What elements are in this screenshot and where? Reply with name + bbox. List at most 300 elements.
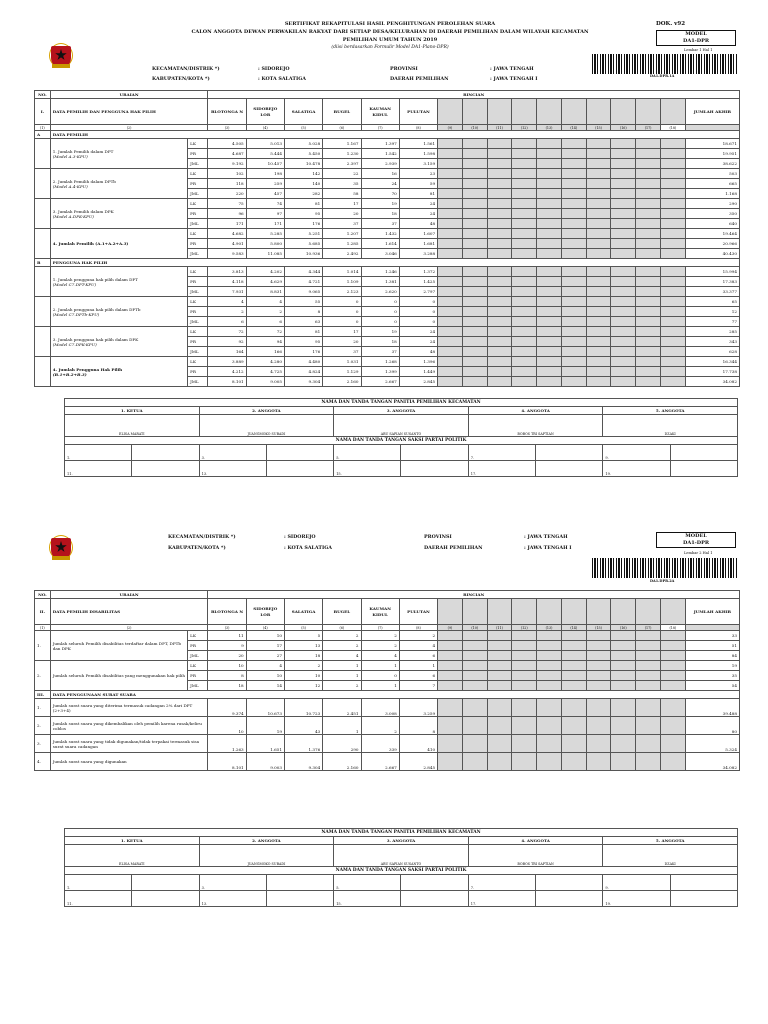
table-row — [35, 139, 740, 149]
subsection-a-title: DATA PEMILIH — [50, 131, 739, 139]
village-value: 11 — [208, 631, 246, 641]
empty-cell — [438, 297, 463, 307]
village-header: BUGEL — [323, 599, 361, 625]
empty-cell — [660, 209, 685, 219]
village-value: 2.797 — [399, 287, 437, 297]
village-value: 0 — [361, 671, 399, 681]
village-value: 7 — [399, 681, 437, 691]
empty-cell — [438, 327, 463, 337]
empty-cell — [636, 699, 661, 717]
signatory-name: ELISA MARATI — [65, 415, 200, 437]
model-line-2: DA1-DPR — [682, 38, 710, 44]
village-value: 1.397 — [361, 139, 399, 149]
witness-signature-cell: 11. — [65, 461, 132, 477]
row-label: Jumlah surat suara yang dikembalikan oleh pemilih karena rusak/keliru coblos — [50, 717, 208, 735]
witness-signature-cell — [401, 891, 468, 907]
empty-cell — [462, 139, 487, 149]
empty-village-column — [586, 599, 611, 625]
empty-cell — [611, 139, 636, 149]
village-value: 10 — [246, 671, 284, 681]
empty-cell — [512, 267, 537, 277]
total-value: 34.082 — [685, 377, 739, 387]
village-value: 339 — [361, 735, 399, 753]
village-value: 3.159 — [399, 159, 437, 169]
village-value: 2 — [361, 717, 399, 735]
empty-cell — [561, 651, 586, 661]
empty-cell — [537, 209, 562, 219]
row-label-source: (Model C7.DPT-KPU) — [52, 281, 97, 287]
village-value: 1 — [323, 661, 361, 671]
empty-cell — [462, 307, 487, 317]
column-number: (17) — [636, 625, 661, 631]
barcode-label: DA1.DPR.1A — [650, 74, 675, 78]
table-row — [35, 699, 740, 717]
empty-cell — [487, 297, 512, 307]
total-value: 65 — [685, 297, 739, 307]
village-value: 75 — [208, 199, 246, 209]
empty-village-column — [611, 599, 636, 625]
village-value: 4.682 — [208, 229, 246, 239]
village-value: 6 — [399, 651, 437, 661]
empty-cell — [462, 735, 487, 753]
gender-code: PR — [188, 209, 208, 219]
gender-code: JML — [188, 249, 208, 259]
kpu-logo — [49, 532, 73, 562]
empty-village-column — [512, 99, 537, 125]
row-label: Jumlah surat suara yang tidak digunakan/tidak terpakai termasuk sisa surat suara cadangan — [50, 735, 208, 753]
gender-code: JML — [188, 681, 208, 691]
witness-signature-cell — [132, 445, 199, 461]
village-value: 1.432 — [361, 229, 399, 239]
village-value: 1.372 — [399, 267, 437, 277]
table-row — [35, 297, 740, 307]
empty-cell — [487, 377, 512, 387]
signatory-role: 2. ANGGOTA — [199, 407, 334, 415]
row-number — [35, 297, 51, 327]
kecamatan-value: : SIDOREJO — [258, 66, 290, 72]
empty-cell — [487, 179, 512, 189]
empty-cell — [561, 287, 586, 297]
village-value: 70 — [361, 189, 399, 199]
village-value: 1.376 — [284, 735, 322, 753]
witness-signature-cell — [670, 891, 737, 907]
empty-cell — [636, 661, 661, 671]
empty-cell — [611, 699, 636, 717]
village-header: SIDOREJO LOR — [246, 99, 284, 125]
total-value: 5.324 — [685, 735, 739, 753]
village-value: 4.344 — [284, 267, 322, 277]
column-number: (14) — [561, 125, 586, 131]
gender-code: PR — [188, 337, 208, 347]
village-value: 9.192 — [208, 159, 246, 169]
empty-cell — [636, 267, 661, 277]
empty-cell — [561, 735, 586, 753]
village-value: 2.123 — [323, 287, 361, 297]
empty-village-column — [636, 99, 661, 125]
empty-cell — [586, 753, 611, 771]
gender-code: PR — [188, 149, 208, 159]
empty-cell — [561, 267, 586, 277]
gender-code: JML — [188, 377, 208, 387]
empty-cell — [586, 219, 611, 229]
total-value: 628 — [685, 347, 739, 357]
empty-cell — [487, 317, 512, 327]
empty-cell — [487, 337, 512, 347]
empty-cell — [512, 651, 537, 661]
empty-cell — [561, 139, 586, 149]
empty-cell — [512, 229, 537, 239]
empty-cell — [537, 347, 562, 357]
empty-cell — [586, 209, 611, 219]
row-label: Jumlah surat suara yang digunakan — [50, 753, 208, 771]
column-number: (5) — [284, 625, 322, 631]
village-value: 27 — [246, 651, 284, 661]
col-no-header: NO. — [35, 91, 51, 99]
witness-signature-cell: 5. — [334, 875, 401, 891]
empty-cell — [660, 189, 685, 199]
witness-signature-cell — [536, 891, 603, 907]
empty-cell — [561, 189, 586, 199]
village-value: 17 — [323, 327, 361, 337]
witness-signature-cell: 19. — [603, 461, 670, 477]
village-value: 4 — [323, 651, 361, 661]
village-value: 2.160 — [323, 377, 361, 387]
empty-cell — [487, 631, 512, 641]
empty-cell — [462, 651, 487, 661]
empty-cell — [537, 651, 562, 661]
empty-cell — [462, 753, 487, 771]
empty-cell — [537, 699, 562, 717]
row-label-text: 4. Jumlah Pemilih (A.1+A.2+A.3) — [52, 241, 129, 246]
village-value: 1.561 — [399, 139, 437, 149]
witness-signature-cell: 1. — [65, 445, 132, 461]
village-value: 5.800 — [246, 239, 284, 249]
gender-code: LK — [188, 139, 208, 149]
row-number — [35, 327, 51, 357]
empty-cell — [586, 199, 611, 209]
village-value: 97 — [246, 209, 284, 219]
village-header: PULUTAN — [399, 99, 437, 125]
village-value: 43 — [284, 717, 322, 735]
section-iii-title: DATA PENGGUNAAN SURAT SUARA — [50, 691, 739, 699]
witness-signature-cell — [401, 445, 468, 461]
subsection-b-title: PENGGUNA HAK PILIH — [50, 259, 739, 267]
village-header: PULUTAN — [399, 599, 437, 625]
village-value: 1.598 — [399, 149, 437, 159]
village-value: 4 — [246, 297, 284, 307]
empty-cell — [537, 169, 562, 179]
empty-cell — [660, 641, 685, 651]
empty-village-column — [462, 99, 487, 125]
signatory-role: 1. KETUA — [65, 837, 200, 845]
village-value: 48 — [399, 347, 437, 357]
village-value: 1.014 — [323, 267, 361, 277]
empty-cell — [438, 239, 463, 249]
village-value: 2 — [323, 641, 361, 651]
empty-cell — [512, 189, 537, 199]
row-number — [35, 199, 51, 229]
total-value: 77 — [685, 317, 739, 327]
row-number: 3. — [35, 735, 51, 753]
gender-code: PR — [188, 671, 208, 681]
empty-cell — [561, 179, 586, 189]
witness-signature-cell: 11. — [65, 891, 132, 907]
total-value: 33.377 — [685, 287, 739, 297]
empty-cell — [438, 169, 463, 179]
section-title: DATA PEMILIH DISABILITAS — [50, 599, 208, 625]
village-header: BLOTONGA N — [208, 99, 246, 125]
signatory-role: 4. ANGGOTA — [468, 837, 603, 845]
empty-cell — [660, 287, 685, 297]
village-header: SALATIGA — [284, 99, 322, 125]
kecamatan-label: KECAMATAN/DISTRIK *) — [168, 534, 236, 540]
empty-cell — [561, 199, 586, 209]
village-value: 1.109 — [323, 277, 361, 287]
empty-cell — [512, 317, 537, 327]
empty-cell — [537, 337, 562, 347]
village-value: 10 — [246, 631, 284, 641]
empty-cell — [586, 327, 611, 337]
empty-cell — [487, 249, 512, 259]
empty-cell — [660, 347, 685, 357]
table-row — [35, 327, 740, 337]
empty-cell — [512, 753, 537, 771]
table-row — [35, 229, 740, 239]
empty-cell — [561, 337, 586, 347]
form-page-2 — [0, 512, 768, 1024]
kecamatan-label: KECAMATAN/DISTRIK *) — [152, 66, 220, 72]
empty-cell — [660, 699, 685, 717]
total-header: JUMLAH AKHIR — [685, 599, 739, 625]
village-value: 2.939 — [361, 159, 399, 169]
column-number: (15) — [586, 625, 611, 631]
empty-cell — [537, 239, 562, 249]
village-value: 9 — [208, 641, 246, 651]
witness-signature-cell: 13. — [199, 461, 266, 477]
empty-cell — [586, 671, 611, 681]
total-value: 285 — [685, 327, 739, 337]
empty-cell — [586, 149, 611, 159]
empty-cell — [611, 651, 636, 661]
witness-signature-cell — [266, 891, 333, 907]
subsection-a-number: A — [35, 131, 51, 139]
village-value: 4.725 — [246, 367, 284, 377]
village-value: 81 — [284, 199, 322, 209]
village-value: 24 — [361, 179, 399, 189]
village-value: 95 — [284, 337, 322, 347]
empty-cell — [611, 377, 636, 387]
empty-cell — [487, 367, 512, 377]
witness-signature-cell — [536, 875, 603, 891]
empty-cell — [512, 661, 537, 671]
empty-cell — [537, 219, 562, 229]
empty-cell — [586, 337, 611, 347]
village-value: 19 — [246, 717, 284, 735]
witness-signature-title: NAMA DAN TANDA TANGAN SAKSI PARTAI POLITIK — [65, 867, 738, 875]
empty-cell — [611, 199, 636, 209]
empty-cell — [438, 367, 463, 377]
total-value: 290 — [685, 199, 739, 209]
witness-signature-cell — [266, 461, 333, 477]
village-value: 176 — [284, 219, 322, 229]
empty-cell — [636, 347, 661, 357]
empty-cell — [462, 159, 487, 169]
empty-cell — [561, 307, 586, 317]
empty-cell — [561, 219, 586, 229]
witness-signature-cell: 9. — [603, 875, 670, 891]
row-label-text: Jumlah seluruh Pemilih disabilitas yang menggunakan hak pilih — [52, 673, 185, 678]
empty-cell — [660, 337, 685, 347]
gender-code: LK — [188, 327, 208, 337]
empty-cell — [611, 337, 636, 347]
total-value: 19.464 — [685, 229, 739, 239]
column-number: (11) — [487, 625, 512, 631]
empty-cell — [586, 377, 611, 387]
village-value: 102 — [208, 169, 246, 179]
empty-cell — [462, 189, 487, 199]
empty-cell — [611, 277, 636, 287]
empty-cell — [537, 159, 562, 169]
empty-cell — [537, 681, 562, 691]
village-value: 18 — [361, 209, 399, 219]
gender-code: LK — [188, 357, 208, 367]
row-label-text: 2. Jumlah pengguna hak pilih dalam DPTb — [52, 306, 141, 312]
subsection-b-number: B — [35, 259, 51, 267]
village-value: 1.381 — [361, 277, 399, 287]
village-value: 37 — [361, 347, 399, 357]
row-number — [35, 357, 51, 387]
empty-cell — [611, 641, 636, 651]
empty-cell — [586, 681, 611, 691]
empty-cell — [561, 681, 586, 691]
village-value: 171 — [246, 219, 284, 229]
empty-cell — [438, 159, 463, 169]
empty-cell — [611, 347, 636, 357]
total-value: 20.966 — [685, 239, 739, 249]
empty-cell — [636, 357, 661, 367]
row-label — [50, 327, 187, 357]
empty-cell — [636, 681, 661, 691]
signatory-role: 2. ANGGOTA — [199, 837, 334, 845]
village-value: 2.160 — [323, 753, 361, 771]
village-value: 35 — [323, 179, 361, 189]
gender-code: JML — [188, 317, 208, 327]
empty-cell — [487, 267, 512, 277]
empty-cell — [611, 229, 636, 239]
barcode — [592, 558, 738, 578]
witness-signature-cell — [670, 875, 737, 891]
empty-cell — [462, 717, 487, 735]
empty-village-column — [512, 599, 537, 625]
row-label — [50, 139, 187, 169]
empty-cell — [586, 357, 611, 367]
empty-cell — [438, 249, 463, 259]
model-box — [656, 30, 736, 46]
title-line-1: SERTIFIKAT REKAPITULASI HASIL PENGHITUNGAN PEROLEHAN SUARA — [284, 21, 496, 27]
empty-cell — [660, 631, 685, 641]
village-value: 17 — [246, 641, 284, 651]
village-value: 37 — [323, 347, 361, 357]
signatory-role: 5. ANGGOTA — [603, 407, 738, 415]
witness-signature-cell — [536, 445, 603, 461]
row-label-text: 2. Jumlah Pemilih dalam DPTb — [52, 178, 116, 184]
empty-cell — [438, 661, 463, 671]
village-value: 10.478 — [284, 159, 322, 169]
empty-cell — [611, 327, 636, 337]
empty-cell — [611, 367, 636, 377]
empty-cell — [611, 189, 636, 199]
village-value: 2 — [361, 641, 399, 651]
row-label-text: Jumlah seluruh Pemilih disabilitas terdaftar dalam DPT, DPTb dan DPK — [52, 640, 181, 651]
village-value: 1.425 — [399, 277, 437, 287]
village-value: 18 — [208, 681, 246, 691]
empty-cell — [561, 169, 586, 179]
village-value: 1.207 — [323, 229, 361, 239]
column-number: (12) — [512, 625, 537, 631]
empty-cell — [462, 347, 487, 357]
total-value: 19.951 — [685, 149, 739, 159]
village-value: 6 — [246, 317, 284, 327]
empty-cell — [636, 651, 661, 661]
empty-cell — [636, 229, 661, 239]
section-number: II. — [35, 599, 51, 625]
village-header: SIDOREJO LOR — [246, 599, 284, 625]
empty-cell — [487, 139, 512, 149]
empty-cell — [561, 641, 586, 651]
gender-code: LK — [188, 661, 208, 671]
empty-cell — [660, 277, 685, 287]
total-value: 38.622 — [685, 159, 739, 169]
empty-cell — [512, 367, 537, 377]
empty-cell — [487, 641, 512, 651]
empty-cell — [611, 681, 636, 691]
column-number: (7) — [361, 625, 399, 631]
empty-cell — [537, 307, 562, 317]
village-value: 63 — [284, 317, 322, 327]
village-value: 81 — [399, 189, 437, 199]
column-number: (8) — [399, 125, 437, 131]
village-value: 4 — [246, 661, 284, 671]
empty-cell — [586, 307, 611, 317]
total-value: 39.488 — [685, 699, 739, 717]
table-row — [35, 717, 740, 735]
empty-cell — [561, 631, 586, 641]
village-value: 5.028 — [284, 139, 322, 149]
village-header: BLOTONGA N — [208, 599, 246, 625]
gender-code: LK — [188, 169, 208, 179]
row-number — [35, 169, 51, 199]
empty-cell — [487, 671, 512, 681]
empty-cell — [586, 317, 611, 327]
empty-village-column — [438, 99, 463, 125]
empty-cell — [561, 317, 586, 327]
empty-cell — [636, 307, 661, 317]
empty-cell — [611, 267, 636, 277]
witness-signature-cell — [132, 875, 199, 891]
empty-cell — [586, 287, 611, 297]
table-row — [35, 661, 740, 671]
row-label — [50, 229, 187, 259]
village-value: 2.845 — [399, 377, 437, 387]
row-label — [50, 661, 187, 691]
empty-cell — [561, 347, 586, 357]
column-number: (5) — [284, 125, 322, 131]
form-page-1 — [0, 0, 768, 500]
village-value: 2 — [208, 307, 246, 317]
empty-cell — [462, 661, 487, 671]
empty-cell — [487, 327, 512, 337]
total-value: 17.738 — [685, 367, 739, 377]
